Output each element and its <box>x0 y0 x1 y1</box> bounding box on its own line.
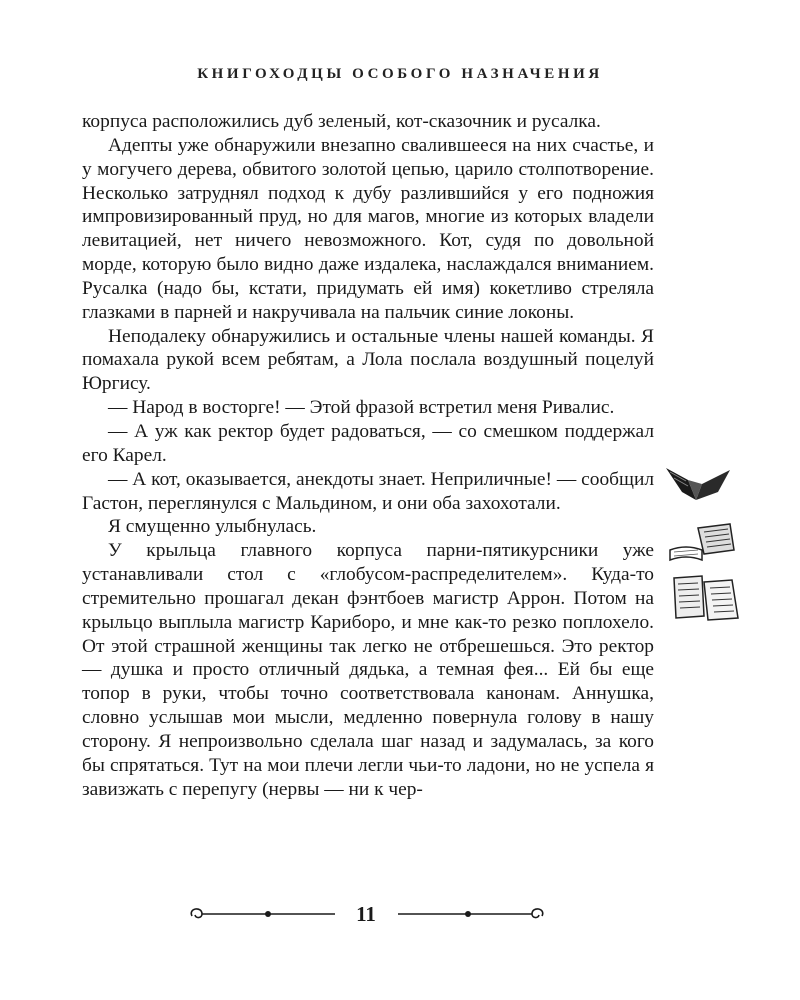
paragraph: — А уж как ректор будет радоваться, — со смешком поддержал его Карел. <box>82 420 654 466</box>
book-pages-icon <box>668 572 742 624</box>
paragraph: — А кот, оказывается, анекдоты знает. Неприличные! — сообщил Гастон, переглянулся с Мальдином, и они оба захохотали. <box>82 468 654 514</box>
running-header: КНИГОХОДЦЫ ОСОБОГО НАЗНАЧЕНИЯ <box>197 66 603 82</box>
paragraph: Я смущенно улыбнулась. <box>108 516 317 538</box>
paragraph: Неподалеку обнаружились и остальные члены нашей команды. Я помахала рукой всем ребятам, а Лола послала воздушный поцелуй Юргису. <box>82 325 654 395</box>
open-book-icon <box>668 520 738 562</box>
page-number: 11 <box>335 900 397 928</box>
body-text <box>82 110 654 801</box>
paragraph: У крыльца главного корпуса парни-пятикурсники уже устанавливали стол с «глобусом-распределителем». Куда-то стремительно прошагал декан фэнтбоев магистр Аррон. Потом на крыльцо выплыла магистр Кариборо, и мне как-то резко поплохело. От этой страшной женщины так легко не отбрешешься. Это ректор — душка и просто отличный дядька, а темная фея... Ей бы еще топор в руки, чтобы точно соответствовала канонам. Аннушка, словно услышав мои мысли, медленно повернула голову в нашу сторону. Я непроизвольно сделала шаг назад и задумалась, за кого бы спрятаться. Тут на мои плечи легли чьи-то ладони, но не успела я завизжать с перепугу (нервы — ни к чер- <box>82 540 654 800</box>
paragraph: Адепты уже обнаружили внезапно свалившееся на них счастье, и у могучего дерева, обвитого золотой цепью, царило столпотворение. Несколько затруднял подход к дубу разлившийся у его подножия импровизированный пруд, но для магов, многие из которых владели левитацией, нет ничего невозможного. Кот, судя по довольной морде, которую было видно даже издалека, наслаждался вниманием. Русалка (надо бы, кстати, придумать ей имя) кокетливо стреляла глазками в парней и накручивала на пальчик синие локоны. <box>82 134 654 323</box>
flying-book-icon <box>662 462 734 512</box>
paragraph: корпуса расположились дуб зеленый, кот-сказочник и русалка. <box>82 111 601 132</box>
paragraph: — Народ в восторге! — Этой фразой встретил меня Ривалис. <box>108 397 615 419</box>
